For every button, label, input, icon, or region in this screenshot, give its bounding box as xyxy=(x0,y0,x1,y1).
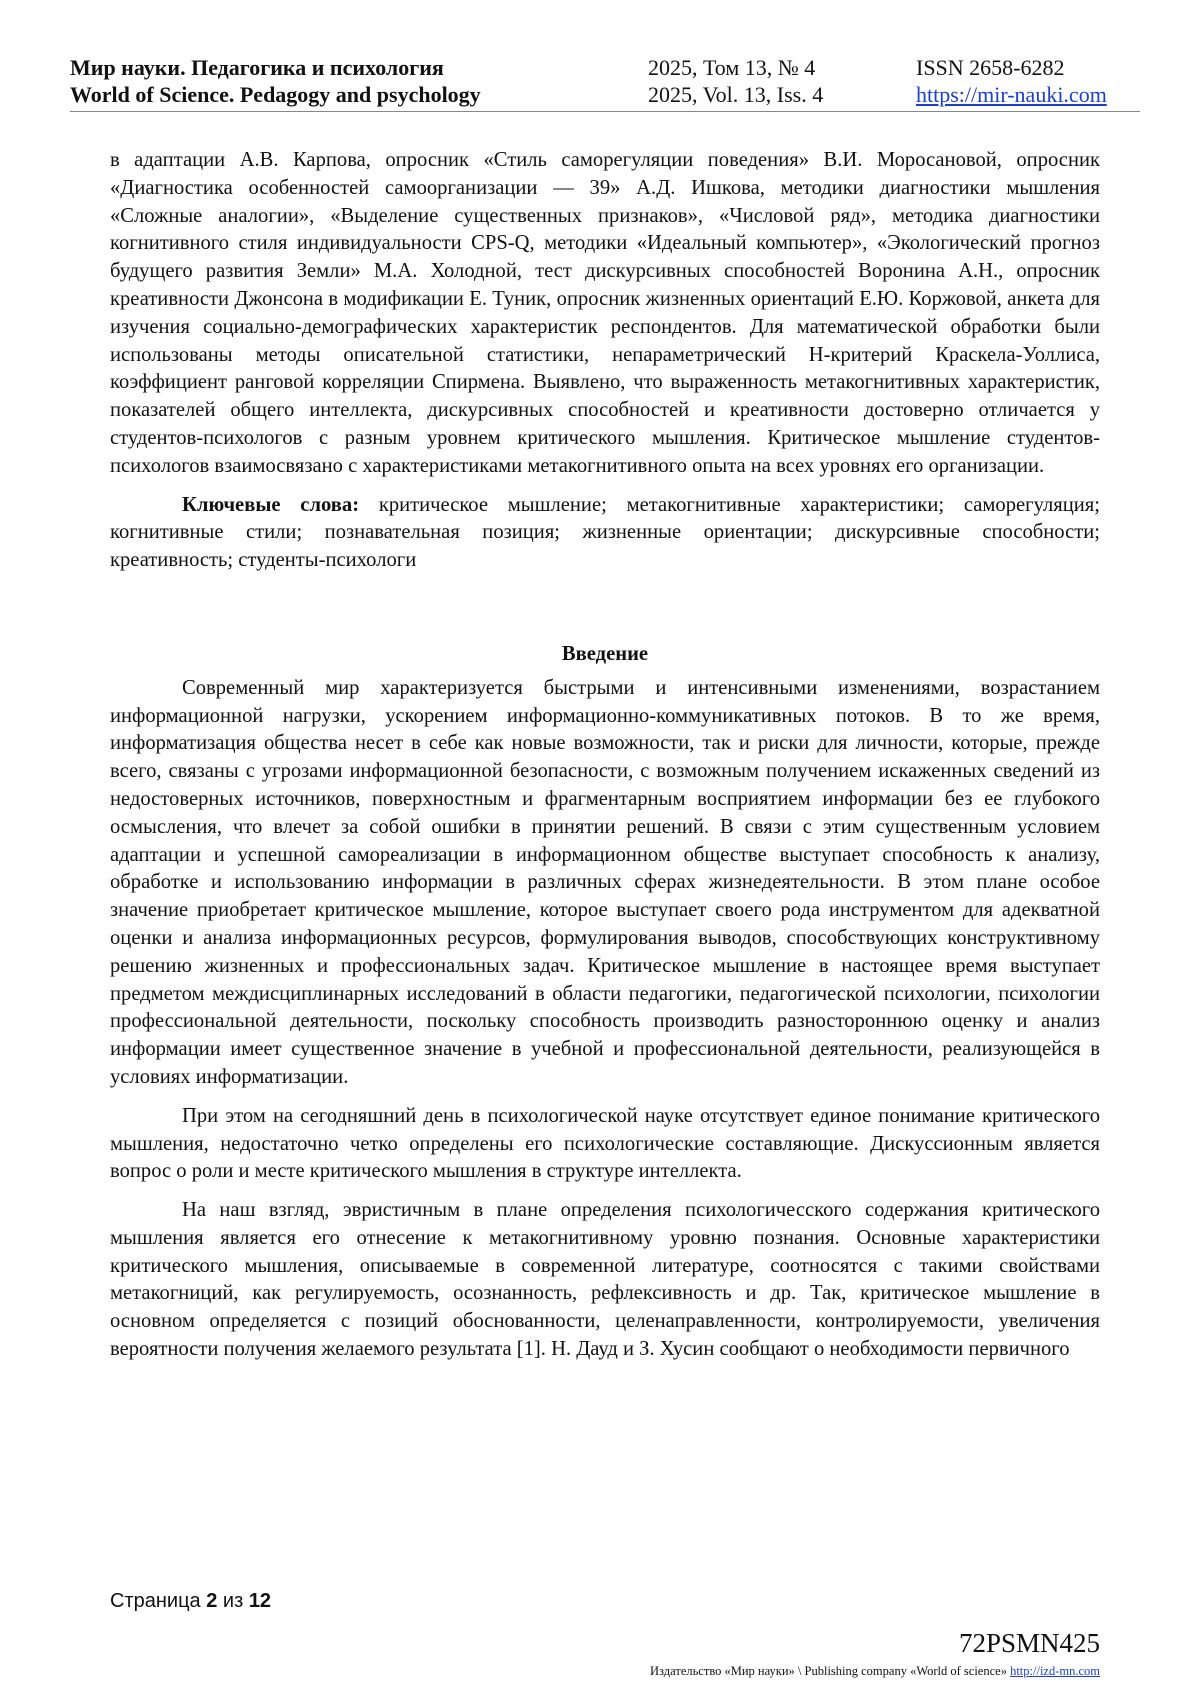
page-total: 12 xyxy=(248,1590,272,1612)
issue-info-ru: 2025, Том 13, № 4 xyxy=(648,55,816,80)
page-current: 2 xyxy=(206,1590,218,1612)
header-row-en xyxy=(70,81,1140,108)
paragraph: При этом на сегодняшний день в психологической науке отсутствует единое понимание критического мышления, недостаточно четко определены его психологические составляющие. Дискуссионным является вопрос о роли и месте критического мышления в структуре интеллекта. xyxy=(110,1104,1100,1183)
publisher-text: Издательство «Мир науки» \ Publishing company «World of science» xyxy=(650,1664,1007,1678)
abstract-continuation: в адаптации А.В. Карпова, опросник «Стиль саморегуляции поведения» В.И. Моросановой, опросник «Диагностика особенностей самоорганизации — 39» А.Д. Ишкова, методики диагностики мышления «Сложные аналогии», «Выделение существенных признаков», «Числовой ряд», методика диагностики когнитивного стиля индивидуальности CPS-Q, методики «Идеальный компьютер», «Экологический прогноз будущего развития Земли» М.А. Холодной, тест дискурсивных способностей Воронина А.Н., опросник креативности Джонсона в модификации Е. Туник, опросник жизненных ориентаций Е.Ю. Коржовой, анкета для изучения социально-демографических характеристик респондентов. Для математической обработки были использованы методы описательной статистики, непараметрический H-критерий Краскела-Уоллиса, коэффициент ранговой корреляции Спирмена. Выявлено, что выраженность метакогнитивных характеристик, показателей общего интеллекта, дискурсивных способностей и креативности достоверно отличается у студентов-психологов с разным уровнем критического мышления. Критическое мышление студентов-психологов взаимосвязано с характеристиками метакогнитивного опыта на всех уровнях его организации. xyxy=(110,149,1100,477)
journal-title-en: World of Science. Pedagogy and psychology xyxy=(70,82,481,107)
header-row-ru xyxy=(70,54,1140,81)
keywords-text: критическое мышление; метакогнитивные характеристики; саморегуляция; когнитивные стили; познавательная позиция; жизненные ориентации; дискурсивные способности; креативность; студенты-психологи xyxy=(110,493,1100,572)
journal-header xyxy=(70,54,1140,112)
article-body xyxy=(110,147,1100,1364)
issue-info-en: 2025, Vol. 13, Iss. 4 xyxy=(648,82,824,107)
page-number xyxy=(110,1590,271,1613)
paragraph: Современный мир характеризуется быстрыми и интенсивными изменениями, возрастанием информационной нагрузки, ускорением информационно-коммуникативных потоков. В то же время, информатизация общества несет в себе как новые возможности, так и риски для личности, которые, прежде всего, связаны с угрозами информационной безопасности, с возможным получением искаженных сведений из недостоверных источников, поверхностным и фрагментарным восприятием информации без ее глубокого осмысления, что влечет за собой ошибки в принятии решений. В связи с этим существенным условием адаптации и успешной самореализации в информационном обществе выступает способность к анализу, обработке и использованию информации в различных сферах жизнедеятельности. В этом плане особое значение приобретает критическое мышление, которое выступает своего рода инструментом для адекватной оценки и анализа информационных ресурсов, формулирования выводов, способствующих конструктивному решению жизненных и профессиональных задач. Критическое мышление в настоящее время выступает предметом междисциплинарных исследований в области педагогики, педагогической психологии, психологии профессиональной деятельности, поскольку способность производить разностороннюю оценку и анализ информации имеет существенное значение в учебной и профессиональной деятельности, реализующейся в условиях информатизации. xyxy=(110,676,1100,1088)
journal-url-link[interactable]: https://mir-nauki.com xyxy=(916,82,1107,107)
publisher-line xyxy=(650,1664,1100,1679)
journal-title-ru: Мир науки. Педагогика и психология xyxy=(70,55,444,80)
section-title: Введение xyxy=(561,642,649,665)
page-word: Страница xyxy=(110,1590,201,1612)
publisher-link[interactable]: http://izd-mn.com xyxy=(1010,1664,1100,1678)
page-of: из xyxy=(222,1590,244,1612)
keywords-label: Ключевые слова: xyxy=(182,493,360,516)
paragraph: На наш взгляд, эвристичным в плане определения психологичесского содержания критического мышления является его отнесение к метакогнитивному уровню познания. Основные характеристики критического мышления, описываемые в современной литературе, соотносятся с такими свойствами метакогниций, как регулируемость, осознанность, рефлексивность и др. Так, критическое мышление в основном определяется с позиций обоснованности, целенаправленности, контролируемости, увеличения вероятности получения желаемого результата [1]. Н. Дауд и З. Хусин сообщают о необходимости первичного xyxy=(110,1199,1100,1361)
article-code: 72PSMN425 xyxy=(958,1628,1100,1658)
issn: ISSN 2658-6282 xyxy=(916,55,1065,80)
keywords xyxy=(110,492,1100,575)
